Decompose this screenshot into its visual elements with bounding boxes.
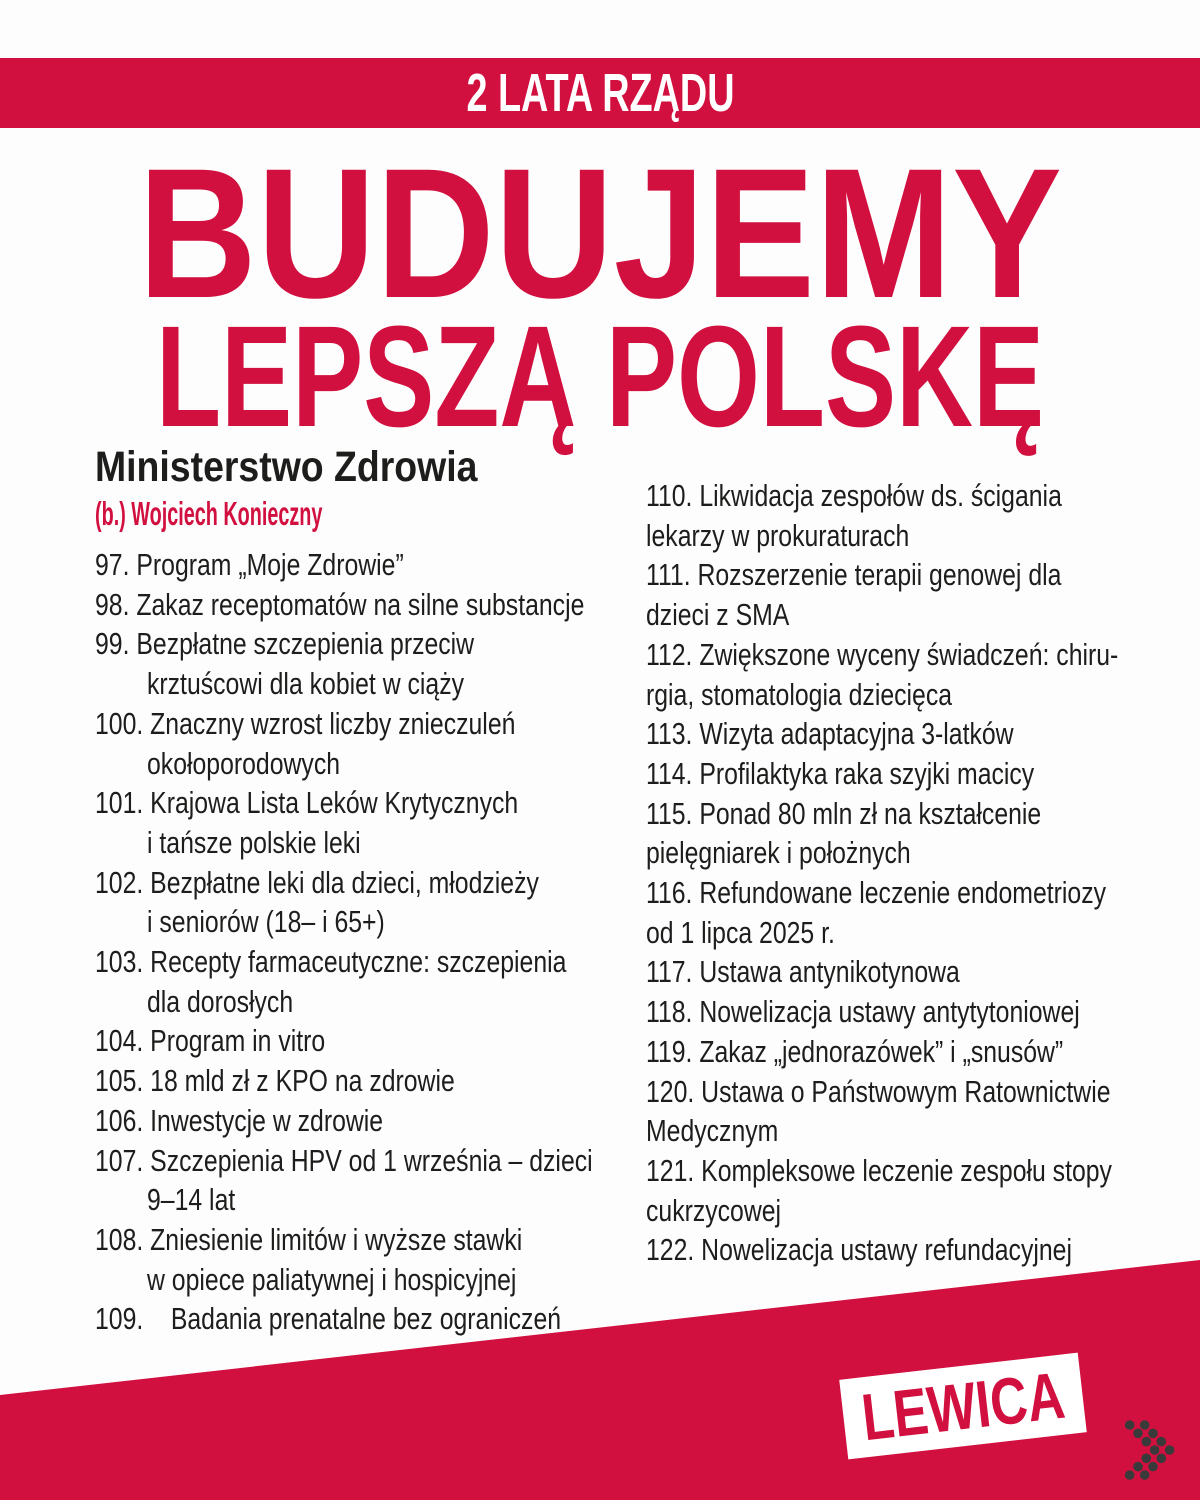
list-item — [95, 1220, 623, 1299]
list-item — [95, 1021, 623, 1061]
list-item — [646, 476, 1158, 555]
list-item — [95, 704, 623, 783]
list-item — [646, 952, 1158, 992]
section-title-ministry: Ministerstwo Zdrowia — [95, 443, 478, 491]
list-item-line-first: 118. Nowelizacja ustawy antytytoniowej — [646, 994, 1080, 1030]
main-title-line-2: LEPSZĄ POLSKĘ — [156, 296, 1045, 457]
list-item-line-wrap: Medycznym — [646, 1113, 779, 1149]
list-item — [95, 624, 623, 703]
list-item-line-first: 109. Badania prenatalne bez ograniczeń — [95, 1301, 562, 1337]
list-item-line-first: 119. Zakaz „jednorazówek” i „snusów” — [646, 1033, 1064, 1069]
list-item — [95, 1061, 623, 1101]
list-item-line-first: 111. Rozszerzenie terapii genowej dla — [646, 557, 1062, 593]
list-item-line-wrap: i tańsze polskie leki — [147, 824, 361, 860]
list-item-line-first: 104. Program in vitro — [95, 1023, 326, 1059]
list-item-line-first: 112. Zwiększone wyceny świadczeń: chiru- — [646, 636, 1119, 672]
banner-label: 2 LATA RZĄDU — [465, 63, 735, 123]
top-banner — [0, 58, 1200, 128]
list-item-line-first: 121. Kompleksowe leczenie zespołu stopy — [646, 1152, 1112, 1188]
list-item-line-wrap: i seniorów (18– i 65+) — [147, 904, 385, 940]
list-item — [95, 1299, 623, 1339]
list-item — [646, 714, 1158, 754]
list-item-line-wrap: krztuścowi dla kobiet w ciąży — [147, 666, 464, 702]
list-item-line-first: 120. Ustawa o Państwowym Ratownictwie — [646, 1073, 1111, 1109]
list-item-line-first: 99. Bezpłatne szczepienia przeciw — [95, 626, 475, 662]
minister-name: (b.) Wojciech Konieczny — [95, 495, 323, 532]
list-item-line-wrap: 9–14 lat — [147, 1182, 236, 1218]
list-item — [95, 585, 623, 625]
list-item-line-first: 113. Wizyta adaptacyjna 3-latków — [646, 716, 1014, 752]
list-item-line-first: 102. Bezpłatne leki dla dzieci, młodzieży — [95, 864, 539, 900]
list-item — [95, 1101, 623, 1141]
list-item-line-first: 97. Program „Moje Zdrowie” — [95, 547, 404, 582]
achievements-column-right — [646, 476, 1158, 1270]
list-item-line-wrap: okołoporodowych — [147, 745, 341, 781]
achievements-column-left — [95, 545, 623, 1339]
list-item-line-wrap: dla dorosłych — [147, 983, 294, 1019]
list-item — [95, 1141, 623, 1220]
list-item-line-wrap: dzieci z SMA — [646, 597, 790, 633]
list-item-line-wrap: od 1 lipca 2025 r. — [646, 914, 835, 950]
list-item — [646, 992, 1158, 1032]
list-item-line-first: 108. Zniesienie limitów i wyższe stawki — [95, 1221, 523, 1257]
list-item — [646, 1072, 1158, 1151]
list-item-line-first: 103. Recepty farmaceutyczne: szczepienia — [95, 944, 567, 980]
list-item-line-first: 101. Krajowa Lista Leków Krytycznych — [95, 785, 519, 821]
dotted-chevron-icon — [1108, 1410, 1200, 1490]
list-item — [95, 942, 623, 1021]
list-item-line-first: 122. Nowelizacja ustawy refundacyjnej — [646, 1232, 1072, 1268]
list-item — [646, 873, 1158, 952]
list-item-line-wrap: pielęgniarek i położnych — [646, 835, 911, 871]
list-item-line-first: 110. Likwidacja zespołów ds. ścigania — [646, 478, 1062, 513]
lewica-logo-text: LEWICA — [857, 1357, 1069, 1455]
list-item-line-first: 105. 18 mld zł z KPO na zdrowie — [95, 1063, 455, 1099]
list-item — [95, 863, 623, 942]
list-item-line-wrap: w opiece paliatywnej i hospicyjnej — [147, 1261, 517, 1297]
list-item-line-wrap: lekarzy w prokuraturach — [646, 517, 910, 553]
list-item — [646, 635, 1158, 714]
list-item — [646, 1032, 1158, 1072]
list-item — [646, 754, 1158, 794]
list-item-line-first: 114. Profilaktyka raka szyjki macicy — [646, 755, 1035, 791]
list-item-line-first: 116. Refundowane leczenie endometriozy — [646, 875, 1107, 911]
list-item-line-first: 107. Szczepienia HPV od 1 września – dzieci — [95, 1142, 593, 1178]
list-item — [95, 783, 623, 862]
list-item — [646, 1151, 1158, 1230]
list-item-line-first: 98. Zakaz receptomatów na silne substancje — [95, 586, 585, 622]
list-item-line-first: 100. Znaczny wzrost liczby znieczuleń — [95, 705, 516, 741]
list-item-line-wrap: cukrzycowej — [646, 1192, 782, 1228]
list-item-line-wrap: rgia, stomatologia dziecięca — [646, 676, 953, 712]
list-item — [646, 794, 1158, 873]
list-item — [95, 545, 623, 585]
list-item-line-first: 106. Inwestycje w zdrowie — [95, 1102, 384, 1138]
list-item-line-first: 117. Ustawa antynikotynowa — [646, 954, 960, 990]
list-item-line-first: 115. Ponad 80 mln zł na kształcenie — [646, 795, 1042, 831]
list-item — [646, 555, 1158, 634]
main-title-line-1: BUDUJEMY — [138, 131, 1062, 337]
list-item — [646, 1230, 1158, 1270]
